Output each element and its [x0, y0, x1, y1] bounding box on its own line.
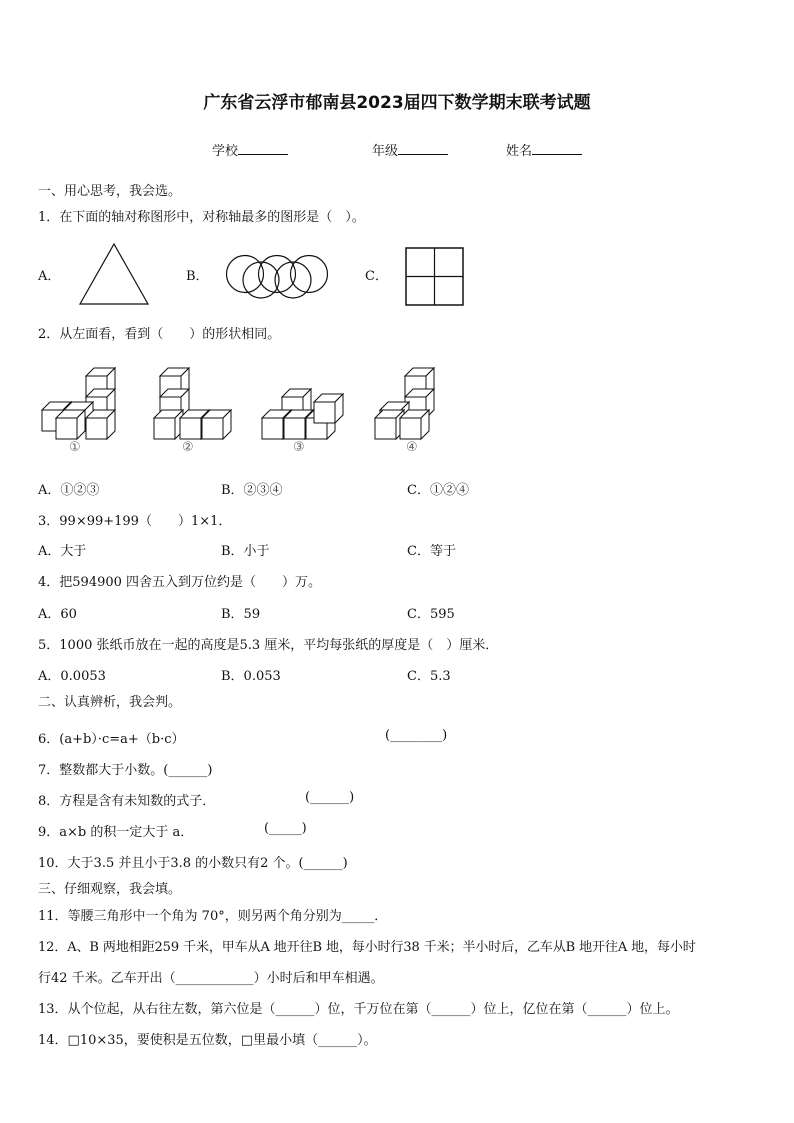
question-4: 4．把594900 四舍五入到万位约是（ ）万。	[38, 575, 322, 590]
grade-field	[372, 140, 448, 159]
question-6: 6．(a+b）·c=a+（b·c）	[38, 732, 185, 747]
q1-option-b: B．	[186, 269, 209, 284]
question-14: 14．□10×35，要使积是五位数，□里最小填（______）。	[38, 1033, 377, 1048]
question-7: 7．整数都大于小数。(______)	[38, 763, 213, 778]
question-13: 13．从个位起，从右往左数，第六位是（______）位，千万位在第（______）位上，亿位在第（______）位上。	[38, 1002, 679, 1017]
q5-option-b: B．0.053	[221, 669, 281, 684]
q1-option-c: C．	[365, 269, 388, 284]
question-12-line-1: 12．A、B 两地相距259 千米，甲车从A 地开往B 地，每小时行38 千米；半小时后，乙车从B 地开往A 地，每小时	[38, 940, 696, 955]
name-field	[506, 140, 582, 159]
q8-answer-blank[interactable]: (______)	[305, 790, 355, 805]
question-10: 10．大于3.5 并且小于3.8 的小数只有2 个。(______)	[38, 856, 348, 871]
name-blank[interactable]	[532, 153, 582, 155]
school-label: 学校	[212, 144, 239, 159]
figure-label-3: ③	[293, 440, 305, 455]
q3-option-b: B．小于	[221, 544, 270, 559]
name-label: 姓名	[506, 144, 533, 159]
q6-answer-blank[interactable]: (________)	[385, 728, 448, 743]
q3-option-a: A．大于	[38, 544, 87, 559]
q4-option-b: B．59	[221, 607, 261, 622]
question-1: 1．在下面的轴对称图形中，对称轴最多的图形是（ ）。	[38, 210, 365, 225]
section-3-heading: 三、仔细观察，我会填。	[38, 882, 182, 897]
grade-blank[interactable]	[398, 153, 448, 155]
q4-option-a: A．60	[38, 607, 77, 622]
q5-option-a: A．0.0053	[38, 669, 106, 684]
q9-answer-blank[interactable]: (_____)	[264, 821, 307, 836]
figure-label-4: ④	[406, 440, 418, 455]
triangle-figure	[78, 242, 150, 306]
section-2-heading: 二、认真辨析，我会判。	[38, 695, 182, 710]
grade-label: 年级	[372, 144, 399, 159]
question-9: 9．a×b 的积一定大于 a．	[38, 825, 194, 840]
school-field	[212, 140, 288, 159]
figure-label-2: ②	[182, 440, 194, 455]
square-grid-figure	[405, 247, 465, 307]
q4-option-c: C．595	[407, 607, 455, 622]
question-8: 8．方程是含有未知数的式子．	[38, 794, 216, 809]
question-2: 2．从左面看，看到（ ）的形状相同。	[38, 327, 281, 342]
section-1-heading: 一、用心思考，我会选。	[38, 184, 182, 199]
q5-option-c: C．5.3	[407, 669, 451, 684]
q1-option-a: A．	[38, 269, 61, 284]
q2-option-b: B．②③④	[221, 483, 283, 498]
question-3: 3．99×99+199（ ）1×1．	[38, 514, 232, 529]
q3-option-c: C．等于	[407, 544, 456, 559]
q2-option-c: C．①②④	[407, 483, 469, 498]
figure-label-1: ①	[69, 440, 81, 455]
question-11: 11．等腰三角形中一个角为 70°，则另两个角分别为_____．	[38, 909, 388, 924]
page-title: 广东省云浮市郁南县2023届四下数学期末联考试题	[203, 93, 591, 113]
olympic-rings-figure	[225, 254, 331, 298]
q2-option-a: A．①②③	[38, 483, 100, 498]
school-blank[interactable]	[238, 153, 288, 155]
question-5: 5．1000 张纸币放在一起的高度是5.3 厘米，平均每张纸的厚度是（ ）厘米．	[38, 638, 499, 653]
question-12-line-2: 行42 千米。乙车开出（____________）小时后和甲车相遇。	[38, 971, 384, 986]
